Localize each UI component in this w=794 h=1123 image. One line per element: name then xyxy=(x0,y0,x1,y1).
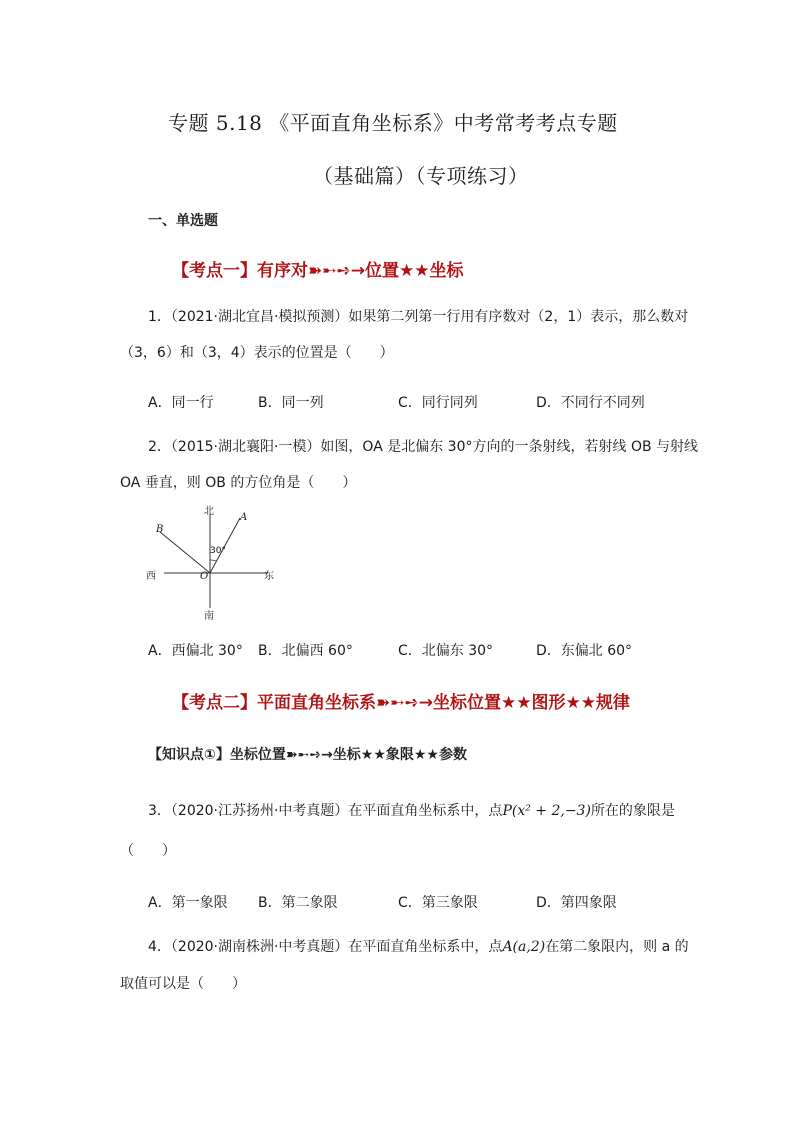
zhishidian-1-heading: 【知识点①】坐标位置➽➸➺→坐标★★象限★★参数 xyxy=(148,747,467,763)
q1-line-1: 1．（2021·湖北宜昌·模拟预测）如果第二列第一行用有序数对（2，1）表示，那么数对 xyxy=(148,309,689,325)
label-a: A xyxy=(240,512,248,523)
q3-line-1 xyxy=(148,800,675,820)
section-heading: 一、单选题 xyxy=(148,213,218,229)
q2-line-2: OA 垂直，则 OB 的方位角是（ ） xyxy=(120,475,357,491)
label-angle: 30° xyxy=(210,546,226,556)
q1-option-c: C．同行同列 xyxy=(398,395,478,411)
q1-option-b: B．同一列 xyxy=(258,395,324,411)
q2-option-c: C．北偏东 30° xyxy=(398,643,494,659)
q2-line-1: 2．（2015·湖北襄阳·一模）如图，OA 是北偏东 30°方向的一条射线，若射线 OB 与射线 xyxy=(148,439,699,455)
q4-prefix: 4．（2020·湖南株洲·中考真题）在平面直角坐标系中，点 xyxy=(148,939,503,955)
q1-option-d: D．不同行不同列 xyxy=(536,395,645,411)
q2-option-d: D．东偏北 60° xyxy=(536,643,633,659)
q4-point: A(a,2) xyxy=(502,939,546,955)
q1-line-2: （3，6）和（3，4）表示的位置是（ ） xyxy=(120,345,394,361)
q2-option-b: B．北偏西 60° xyxy=(258,643,353,659)
label-b: B xyxy=(156,524,164,535)
title-line-2: （基础篇）（专项练习） xyxy=(313,164,529,188)
q3-line-2: （ ） xyxy=(120,843,176,859)
label-o: O xyxy=(200,571,209,582)
q2-option-a: A．西偏北 30° xyxy=(148,643,243,659)
ray-ob xyxy=(160,532,210,573)
q3-option-d: D．第四象限 xyxy=(536,895,617,911)
angle-arc xyxy=(210,560,216,561)
q4-line-2: 取值可以是（ ） xyxy=(120,976,246,992)
q1-option-a: A．同一行 xyxy=(148,395,214,411)
q3-point: P(x² + 2,−3) xyxy=(502,803,591,819)
label-west: 西 xyxy=(146,571,156,582)
title-line-1: 专题 5.18 《平面直角坐标系》中考常考考点专题 xyxy=(168,111,618,135)
q2-direction-figure xyxy=(140,506,280,622)
q3-option-b: B．第二象限 xyxy=(258,895,338,911)
label-north: 北 xyxy=(204,506,214,517)
q3-option-c: C．第三象限 xyxy=(398,895,478,911)
kaodian-2-heading: 【考点二】平面直角坐标系➽➸➺→坐标位置★★图形★★规律 xyxy=(172,693,630,713)
q4-line-1 xyxy=(148,936,689,956)
label-east: 东 xyxy=(264,571,274,582)
q4-suffix: 在第二象限内，则 a 的 xyxy=(545,939,689,955)
label-south: 南 xyxy=(204,611,214,622)
kaodian-1-heading: 【考点一】有序对➽➸➺→位置★★坐标 xyxy=(172,261,464,281)
q3-prefix: 3．（2020·江苏扬州·中考真题）在平面直角坐标系中，点 xyxy=(148,803,503,819)
q3-suffix: 所在的象限是 xyxy=(590,803,675,819)
q3-option-a: A．第一象限 xyxy=(148,895,228,911)
